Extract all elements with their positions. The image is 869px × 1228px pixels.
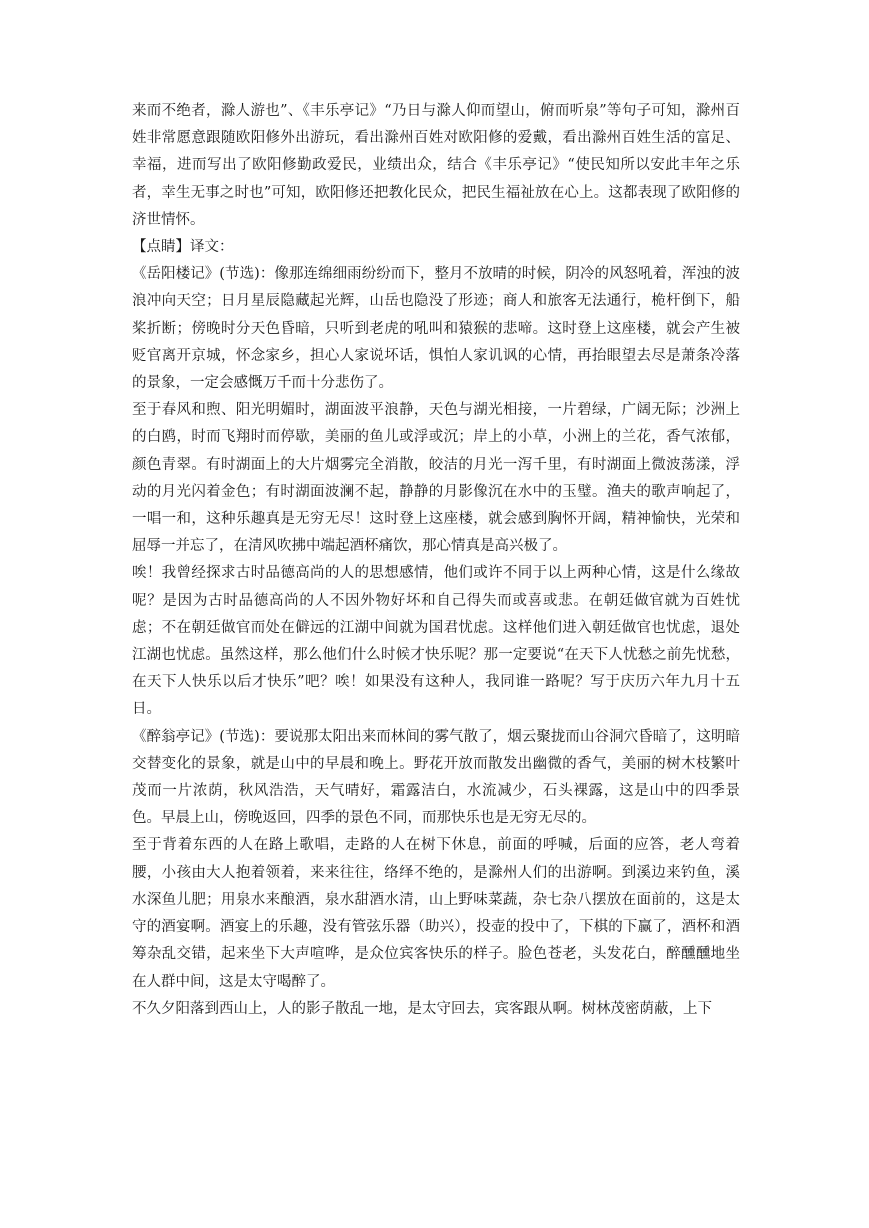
document-page — [132, 98, 740, 1023]
paragraph-heading-dianjing: 【点睛】译文： — [132, 239, 234, 256]
paragraph-zuiwengting-3: 不久夕阳落到西山上，人的影子散乱一地，是太守回去，宾客跟从啊。树林茂密荫蔽，上下 — [132, 1000, 712, 1017]
paragraph-yueyanglou-3: 唉！我曾经探求古时品德高尚的人的思想感情，他们或许不同于以上两种心情，这是什么缘故呢？是因为古时品德高尚的人不因外物好坏和自己得失而或喜或悲。在朝廷做官就为百姓忧虑；不在朝廷做官而处在僻远的江湖中间就为国君忧虑。这样他们进入朝廷做官也忧虑，退处江湖也忧虑。虽然这样，那么他们什么时候才快乐呢？那一定要说“在天下人忧愁之前先忧愁，在天下人快乐以后才快乐”吧？唉！如果没有这种人，我同谁一路呢？写于庆历六年九月十五日。 — [132, 565, 740, 718]
paragraph-zuiwengting-2: 至于背着东西的人在路上歌唱，走路的人在树下休息，前面的呼喊，后面的应答，老人弯着腰，小孩由大人抱着领着，来来往往，络绎不绝的，是滁州人们的出游啊。到溪边来钓鱼，溪水深鱼儿肥；用泉水来酿酒，泉水甜酒水清，山上野味菜蔬，杂七杂八摆放在面前的，这是太守的酒宴啊。酒宴上的乐趣，没有管弦乐器（助兴），投壶的投中了，下棋的下赢了，酒杯和酒筹杂乱交错，起来坐下大声喧哗，是众位宾客快乐的样子。脸色苍老，头发花白，醉醺醺地坐在人群中间，这是太守喝醉了。 — [132, 837, 740, 990]
paragraph-zuiwengting-1: 《醉翁亭记》(节选)：要说那太阳出来而林间的雾气散了，烟云聚拢而山谷洞穴昏暗了，这明暗交替变化的景象，就是山中的早晨和晚上。野花开放而散发出幽微的香气，美丽的树木枝繁叶茂而一片浓荫，秋风浩浩，天气晴好，霜露洁白，水流减少，石头裸露，这是山中的四季景色。早晨上山，傍晚返回，四季的景色不同，而那快乐也是无穷无尽的。 — [132, 728, 740, 827]
paragraph-yueyanglou-2: 至于春风和煦、阳光明媚时，湖面波平浪静，天色与湖光相接，一片碧绿，广阔无际；沙洲上的白鸥，时而飞翔时而停歇，美丽的鱼儿或浮或沉；岸上的小草，小洲上的兰花，香气浓郁，颜色青翠。有时湖面上的大片烟雾完全消散，皎洁的月光一泻千里，有时湖面上微波荡漾，浮动的月光闪着金色；有时湖面波澜不起，静静的月影像沉在水中的玉璧。渔夫的歌声响起了，一唱一和，这种乐趣真是无穷无尽！这时登上这座楼，就会感到胸怀开阔，精神愉快，光荣和屈辱一并忘了，在清风吹拂中端起酒杯痛饮，那心情真是高兴极了。 — [132, 402, 740, 555]
paragraph-yueyanglou-1: 《岳阳楼记》(节选)：像那连绵细雨纷纷而下，整月不放晴的时候，阴冷的风怒吼着，浑浊的波浪冲向天空；日月星辰隐藏起光辉，山岳也隐没了形迹；商人和旅客无法通行，桅杆倒下，船桨折断；傍晚时分天色昏暗，只听到老虎的吼叫和猿猴的悲啼。这时登上这座楼，就会产生被贬官离开京城，怀念家乡，担心人家说坏话，惧怕人家讥讽的心情，再抬眼望去尽是萧条冷落的景象，一定会感慨万千而十分悲伤了。 — [132, 266, 740, 392]
paragraph-commentary: 来而不绝者，滁人游也”、《丰乐亭记》“乃日与滁人仰而望山，俯而听泉”等句子可知，滁州百姓非常愿意跟随欧阳修外出游玩，看出滁州百姓对欧阳修的爱戴，看出滁州百姓生活的富足、幸福，进而写出了欧阳修勤政爱民，业绩出众，结合《丰乐亭记》“使民知所以安此丰年之乐者，幸生无事之时也”可知，欧阳修还把教化民众，把民生福祉放在心上。这都表现了欧阳修的济世情怀。 — [132, 103, 740, 228]
